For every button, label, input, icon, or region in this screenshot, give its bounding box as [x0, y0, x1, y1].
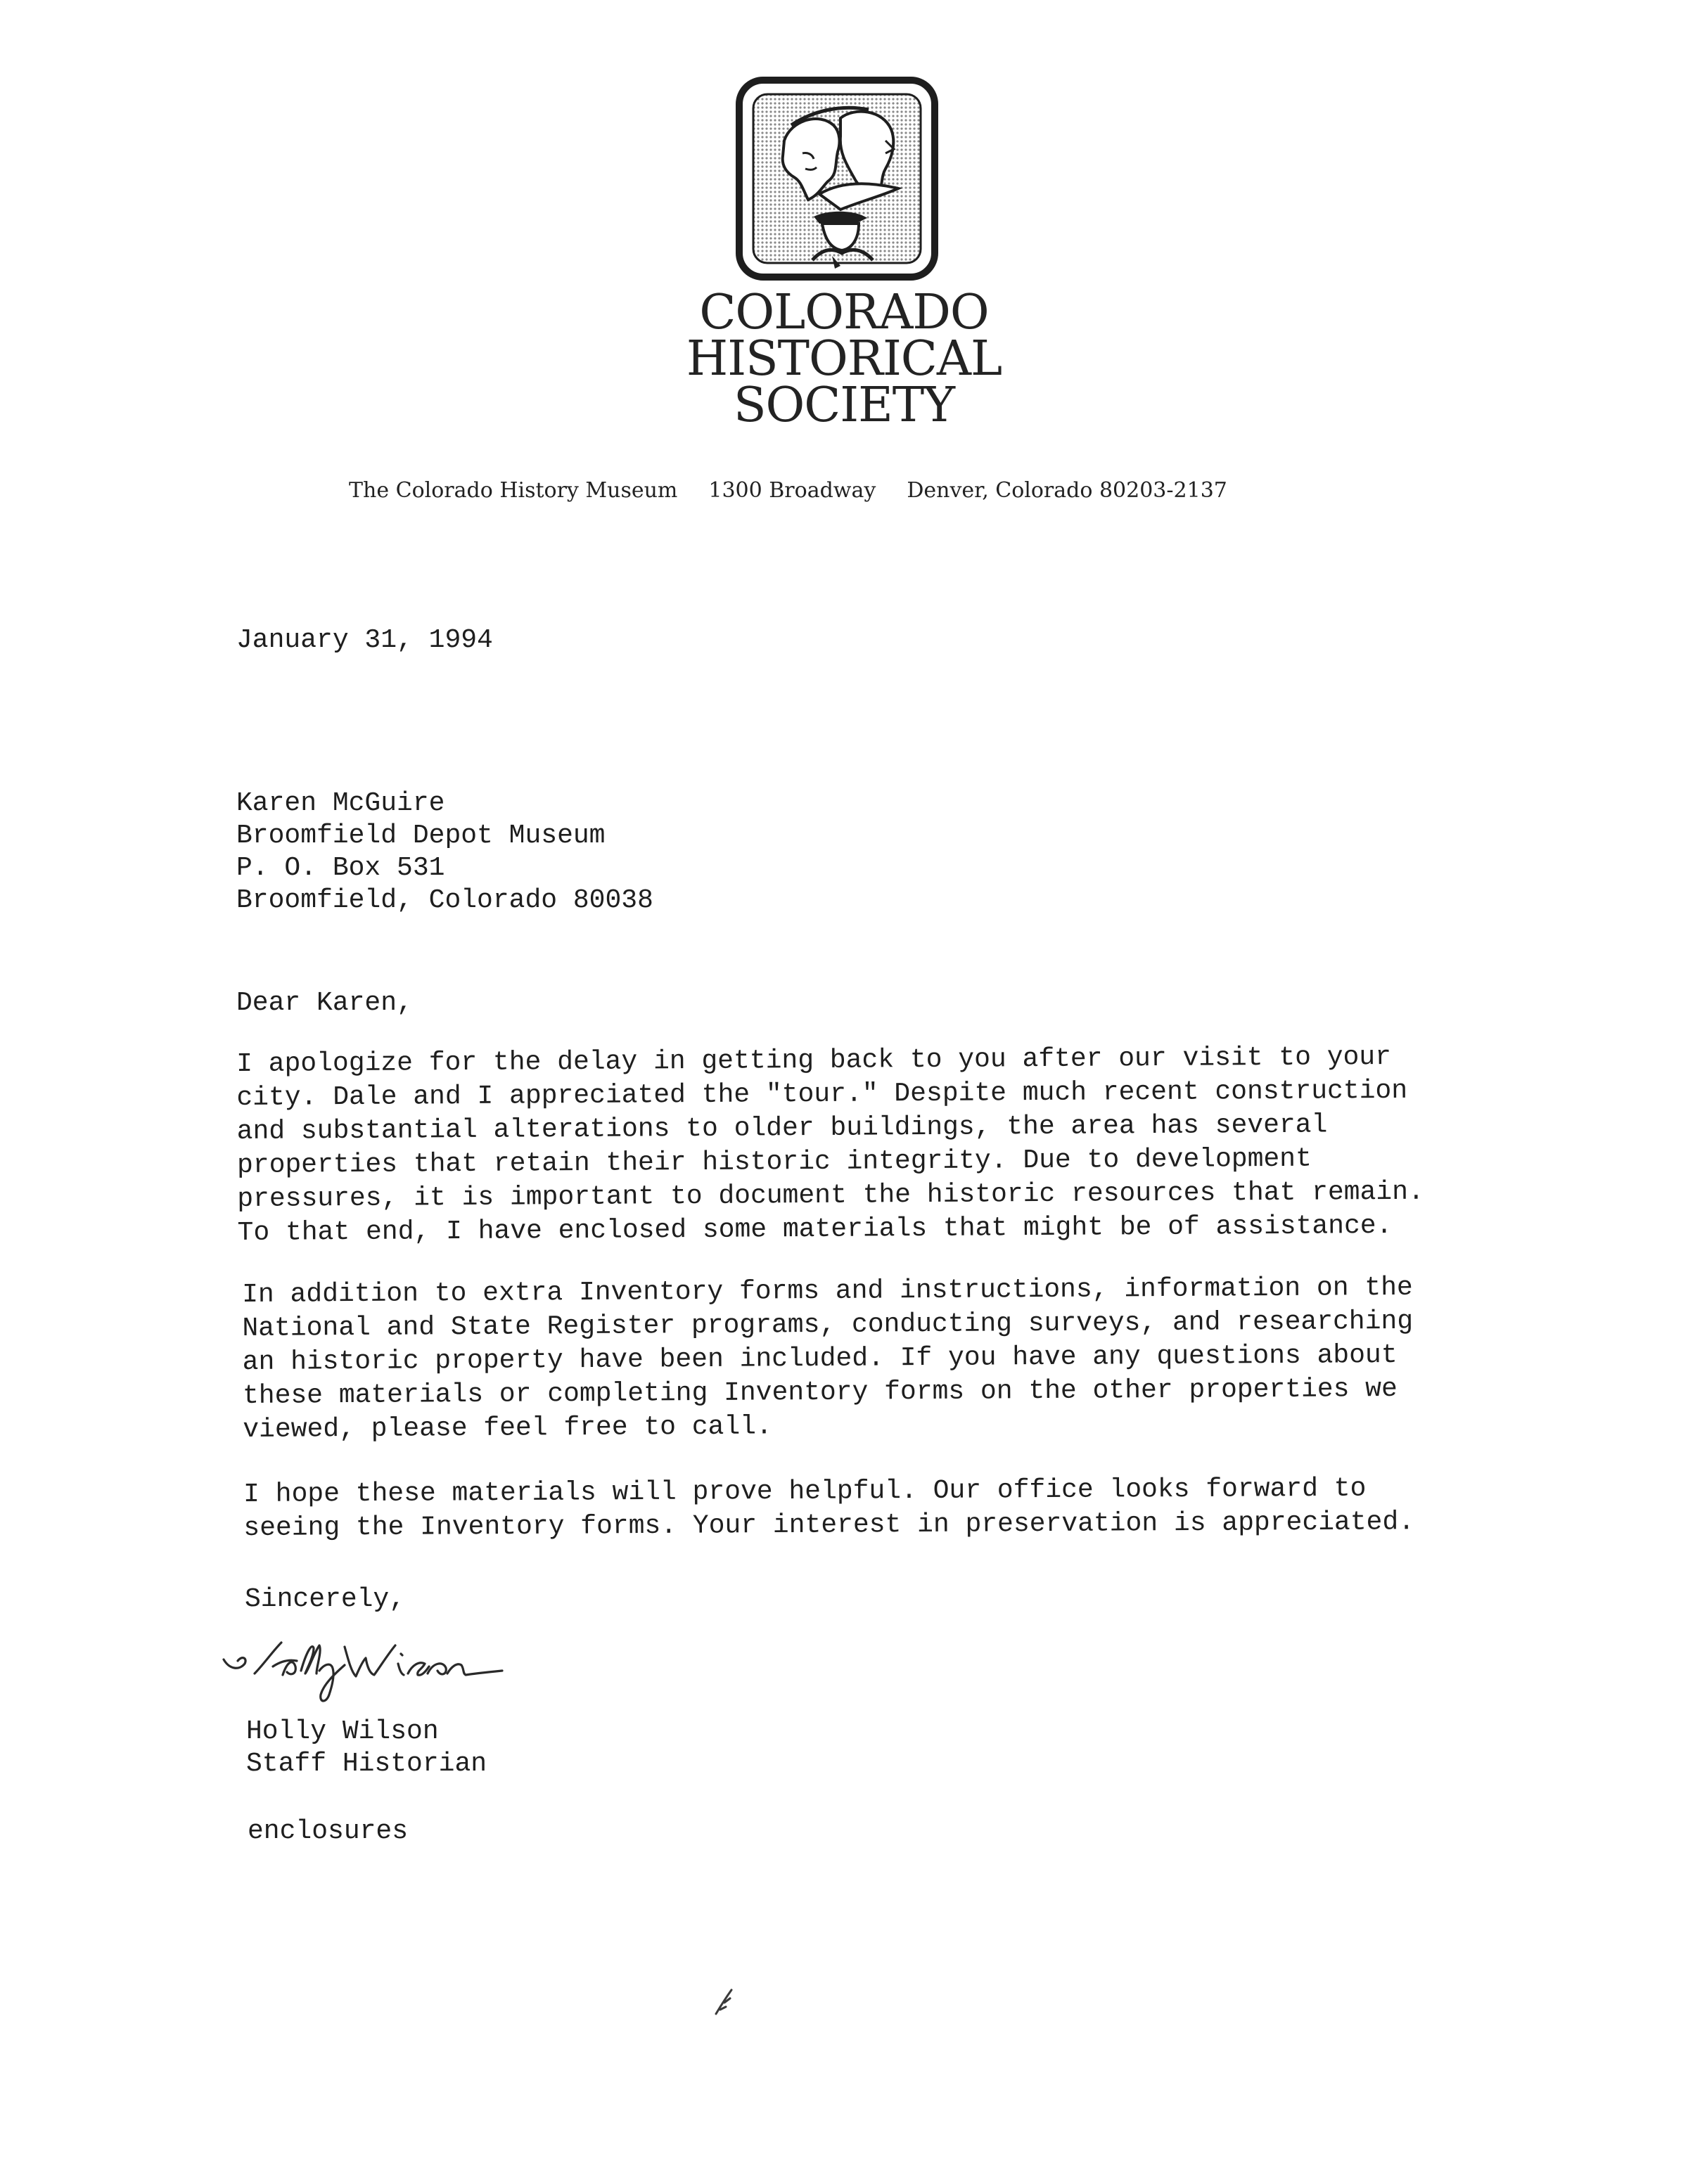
- paragraph-line: National and State Register programs, conducting surveys, and researching: [242, 1306, 1414, 1344]
- body-paragraph: [236, 1041, 1424, 1250]
- signer-name: Holly Wilson: [246, 1716, 439, 1747]
- paragraph-line: To that end, I have enclosed some materials that might be of assistance.: [237, 1210, 1393, 1248]
- salutation: Dear Karen,: [236, 988, 413, 1018]
- closing: Sincerely,: [245, 1584, 406, 1614]
- signer-title: Staff Historian: [246, 1749, 487, 1779]
- paragraph-line: an historic property have been included. If you have any questions about: [242, 1340, 1398, 1377]
- paragraph-line: In addition to extra Inventory forms and instructions, information on the: [242, 1272, 1413, 1310]
- body-paragraph: [242, 1271, 1414, 1447]
- paragraph-line: properties that retain their historic integrity. Due to development: [236, 1143, 1312, 1181]
- recipient-organization: Broomfield Depot Museum: [236, 821, 606, 851]
- recipient-address: [236, 788, 653, 917]
- recipient-city: Broomfield, Colorado 80038: [236, 885, 653, 916]
- paragraph-line: seeing the Inventory forms. Your interest in preservation is appreciated.: [243, 1507, 1415, 1543]
- letterhead-address: [349, 478, 1348, 503]
- recipient-name: Karen McGuire: [236, 788, 445, 818]
- body-paragraph: [243, 1472, 1414, 1546]
- paragraph-line: viewed, please feel free to call.: [243, 1411, 772, 1445]
- organization-name: [605, 285, 1083, 433]
- letter-date: January 31, 1994: [236, 625, 493, 655]
- paragraph-line: these materials or completing Inventory forms on the other properties we: [242, 1373, 1398, 1411]
- paragraph-line: pressures, it is important to document the historic resources that remain.: [237, 1176, 1424, 1214]
- city-state-zip: Denver, Colorado 80203-2137: [907, 478, 1227, 503]
- paragraph-line: I apologize for the delay in getting back to you after our visit to your: [236, 1041, 1392, 1079]
- historical-society-logo-icon: [735, 76, 939, 281]
- handwritten-signature: [214, 1630, 622, 1707]
- paragraph-line: I hope these materials will prove helpful. Our office looks forward to: [243, 1473, 1367, 1510]
- paragraph-line: city. Dale and I appreciated the "tour." Despite much recent construction: [236, 1075, 1408, 1113]
- enclosure-note: enclosures: [248, 1816, 409, 1846]
- org-name-line: COLORADO: [699, 285, 989, 340]
- org-name-line: HISTORICAL: [686, 331, 1002, 387]
- recipient-po-box: P. O. Box 531: [236, 853, 445, 883]
- paragraph-line: and substantial alterations to older buildings, the area has several: [236, 1110, 1328, 1147]
- stray-mark-icon: [710, 1983, 738, 2018]
- org-name-line: SOCIETY: [733, 378, 955, 433]
- signer-block: [246, 1716, 487, 1780]
- museum-name: The Colorado History Museum: [349, 478, 678, 503]
- street-address: 1300 Broadway: [708, 478, 876, 503]
